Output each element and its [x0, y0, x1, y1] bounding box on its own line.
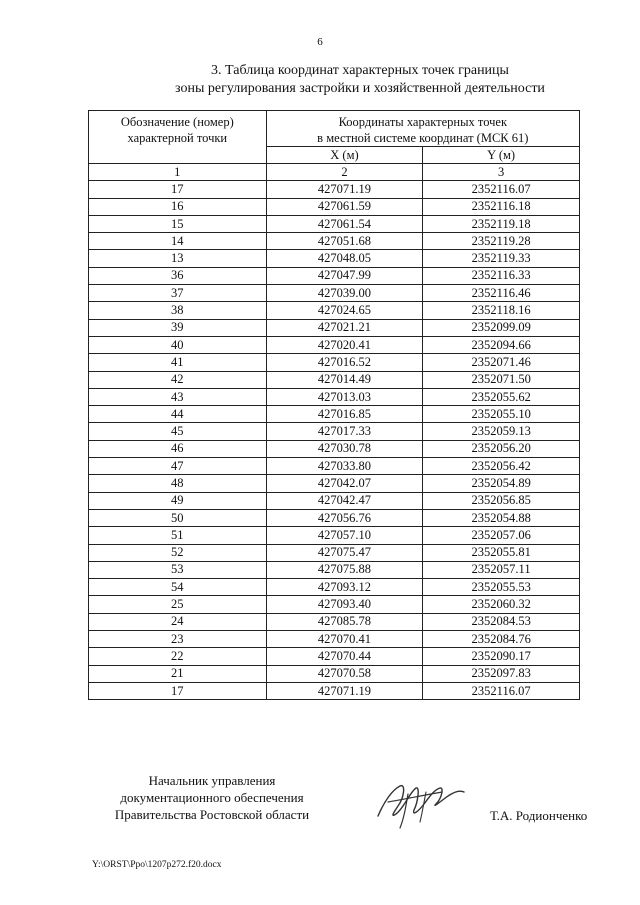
signer-position-line1: Начальник управления	[148, 773, 276, 788]
x-coordinate-cell: 427021.21	[266, 319, 423, 336]
x-coordinate-cell: 427020.41	[266, 336, 423, 353]
x-coordinate-cell: 427056.76	[266, 509, 423, 526]
table-row	[89, 527, 580, 544]
signature-block	[92, 772, 332, 823]
point-number-cell: 16	[89, 198, 267, 215]
point-number-cell: 44	[89, 406, 267, 423]
x-coordinate-cell: 427070.41	[266, 631, 423, 648]
table-row	[89, 371, 580, 388]
table-body	[89, 164, 580, 700]
x-coordinate-cell: 427014.49	[266, 371, 423, 388]
table-row	[89, 406, 580, 423]
y-coordinate-cell: 2352057.11	[423, 561, 580, 578]
table-row	[89, 267, 580, 284]
column-index-row	[89, 164, 580, 181]
y-coordinate-cell: 2352116.07	[423, 181, 580, 198]
x-coordinate-cell: 427042.07	[266, 475, 423, 492]
x-coordinate-cell: 427093.12	[266, 579, 423, 596]
x-coordinate-cell: 427013.03	[266, 388, 423, 405]
table-row	[89, 215, 580, 232]
point-number-cell: 47	[89, 458, 267, 475]
y-column-header: Y (м)	[423, 147, 580, 164]
y-coordinate-cell: 2352054.88	[423, 509, 580, 526]
point-number-cell: 41	[89, 354, 267, 371]
x-coordinate-cell: 427016.52	[266, 354, 423, 371]
y-coordinate-cell: 2352071.50	[423, 371, 580, 388]
table-row	[89, 492, 580, 509]
x-coordinate-cell: 427061.54	[266, 215, 423, 232]
point-number-cell: 37	[89, 285, 267, 302]
table-row	[89, 233, 580, 250]
table-title	[60, 62, 640, 98]
y-coordinate-cell: 2352116.33	[423, 267, 580, 284]
table-row	[89, 440, 580, 457]
coordinates-header	[266, 111, 579, 147]
x-coordinate-cell: 427030.78	[266, 440, 423, 457]
table-row	[89, 250, 580, 267]
point-number-cell: 25	[89, 596, 267, 613]
point-number-cell: 43	[89, 388, 267, 405]
y-coordinate-cell: 2352071.46	[423, 354, 580, 371]
y-coordinate-cell: 2352060.32	[423, 596, 580, 613]
point-number-cell: 15	[89, 215, 267, 232]
y-coordinate-cell: 2352118.16	[423, 302, 580, 319]
page-number: 6	[317, 36, 323, 48]
point-number-header-line2: характерной точки	[127, 131, 228, 145]
signer-position-line3: Правительства Ростовской области	[114, 807, 310, 822]
point-number-cell: 38	[89, 302, 267, 319]
x-coordinate-cell: 427024.65	[266, 302, 423, 319]
x-coordinate-cell: 427057.10	[266, 527, 423, 544]
point-number-cell: 23	[89, 631, 267, 648]
y-coordinate-cell: 2352056.85	[423, 492, 580, 509]
table-row	[89, 285, 580, 302]
file-path: Y:\ORST\Ppo\1207p272.f20.docx	[92, 860, 222, 870]
point-number-header	[89, 111, 267, 164]
point-number-cell: 45	[89, 423, 267, 440]
table-row	[89, 596, 580, 613]
table-row	[89, 544, 580, 561]
point-number-cell: 14	[89, 233, 267, 250]
point-number-cell: 49	[89, 492, 267, 509]
x-coordinate-cell: 427042.47	[266, 492, 423, 509]
y-coordinate-cell: 2352056.20	[423, 440, 580, 457]
y-coordinate-cell: 2352054.89	[423, 475, 580, 492]
table-row	[89, 665, 580, 682]
table-row	[89, 682, 580, 699]
point-number-cell: 36	[89, 267, 267, 284]
signer-name: Т.А. Родионченко	[490, 808, 588, 823]
y-coordinate-cell: 2352119.28	[423, 233, 580, 250]
point-number-cell: 22	[89, 648, 267, 665]
y-coordinate-cell: 2352116.46	[423, 285, 580, 302]
y-coordinate-cell: 2352055.53	[423, 579, 580, 596]
y-coordinate-cell: 2352094.66	[423, 336, 580, 353]
x-coordinate-cell: 427017.33	[266, 423, 423, 440]
x-coordinate-cell: 427070.58	[266, 665, 423, 682]
x-coordinate-cell: 427047.99	[266, 267, 423, 284]
point-number-cell: 21	[89, 665, 267, 682]
y-coordinate-cell: 2352055.62	[423, 388, 580, 405]
x-coordinate-cell: 427085.78	[266, 613, 423, 630]
y-coordinate-cell: 2352090.17	[423, 648, 580, 665]
table-row	[89, 475, 580, 492]
y-coordinate-cell: 2352119.18	[423, 215, 580, 232]
point-number-cell: 52	[89, 544, 267, 561]
x-coordinate-cell: 427071.19	[266, 682, 423, 699]
table-row	[89, 198, 580, 215]
point-number-cell: 54	[89, 579, 267, 596]
x-coordinate-cell: 427051.68	[266, 233, 423, 250]
point-number-cell: 24	[89, 613, 267, 630]
handwritten-signature	[370, 772, 470, 832]
table-row	[89, 319, 580, 336]
table-cell: 3	[423, 164, 580, 181]
x-coordinate-cell: 427061.59	[266, 198, 423, 215]
x-coordinate-cell: 427075.47	[266, 544, 423, 561]
point-number-header-line1: Обозначение (номер)	[120, 115, 234, 129]
table-row	[89, 579, 580, 596]
x-column-header: X (м)	[266, 147, 423, 164]
table-cell: 2	[266, 164, 423, 181]
table-row	[89, 561, 580, 578]
table-row	[89, 648, 580, 665]
table-row	[89, 458, 580, 475]
coordinates-table	[88, 110, 580, 700]
x-coordinate-cell: 427093.40	[266, 596, 423, 613]
point-number-cell: 46	[89, 440, 267, 457]
y-coordinate-cell: 2352055.81	[423, 544, 580, 561]
x-coordinate-cell: 427071.19	[266, 181, 423, 198]
table-row	[89, 336, 580, 353]
point-number-cell: 51	[89, 527, 267, 544]
table-row	[89, 302, 580, 319]
x-coordinate-cell: 427033.80	[266, 458, 423, 475]
point-number-cell: 17	[89, 181, 267, 198]
y-coordinate-cell: 2352084.53	[423, 613, 580, 630]
coordinates-header-line1: Координаты характерных точек	[338, 115, 508, 129]
point-number-cell: 39	[89, 319, 267, 336]
y-coordinate-cell: 2352116.07	[423, 682, 580, 699]
y-coordinate-cell: 2352097.83	[423, 665, 580, 682]
table-title-line2: зоны регулирования застройки и хозяйственной деятельности	[175, 81, 545, 96]
point-number-cell: 48	[89, 475, 267, 492]
point-number-cell: 17	[89, 682, 267, 699]
y-coordinate-cell: 2352099.09	[423, 319, 580, 336]
x-coordinate-cell: 427039.00	[266, 285, 423, 302]
table-row	[89, 509, 580, 526]
table-row	[89, 388, 580, 405]
y-coordinate-cell: 2352057.06	[423, 527, 580, 544]
y-coordinate-cell: 2352059.13	[423, 423, 580, 440]
coordinates-header-line2: в местной системе координат (МСК 61)	[317, 131, 529, 145]
y-coordinate-cell: 2352084.76	[423, 631, 580, 648]
y-coordinate-cell: 2352055.10	[423, 406, 580, 423]
point-number-cell: 40	[89, 336, 267, 353]
table-title-line1: 3. Таблица координат характерных точек границы	[211, 63, 509, 78]
table-cell: 1	[89, 164, 267, 181]
table-row	[89, 631, 580, 648]
x-coordinate-cell: 427016.85	[266, 406, 423, 423]
point-number-cell: 13	[89, 250, 267, 267]
point-number-cell: 53	[89, 561, 267, 578]
table-row	[89, 613, 580, 630]
point-number-cell: 50	[89, 509, 267, 526]
x-coordinate-cell: 427070.44	[266, 648, 423, 665]
x-coordinate-cell: 427075.88	[266, 561, 423, 578]
point-number-cell: 42	[89, 371, 267, 388]
y-coordinate-cell: 2352119.33	[423, 250, 580, 267]
table-row	[89, 354, 580, 371]
table-row	[89, 423, 580, 440]
x-coordinate-cell: 427048.05	[266, 250, 423, 267]
y-coordinate-cell: 2352056.42	[423, 458, 580, 475]
table-row	[89, 181, 580, 198]
y-coordinate-cell: 2352116.18	[423, 198, 580, 215]
signer-position-line2: документационного обеспечения	[120, 790, 304, 805]
